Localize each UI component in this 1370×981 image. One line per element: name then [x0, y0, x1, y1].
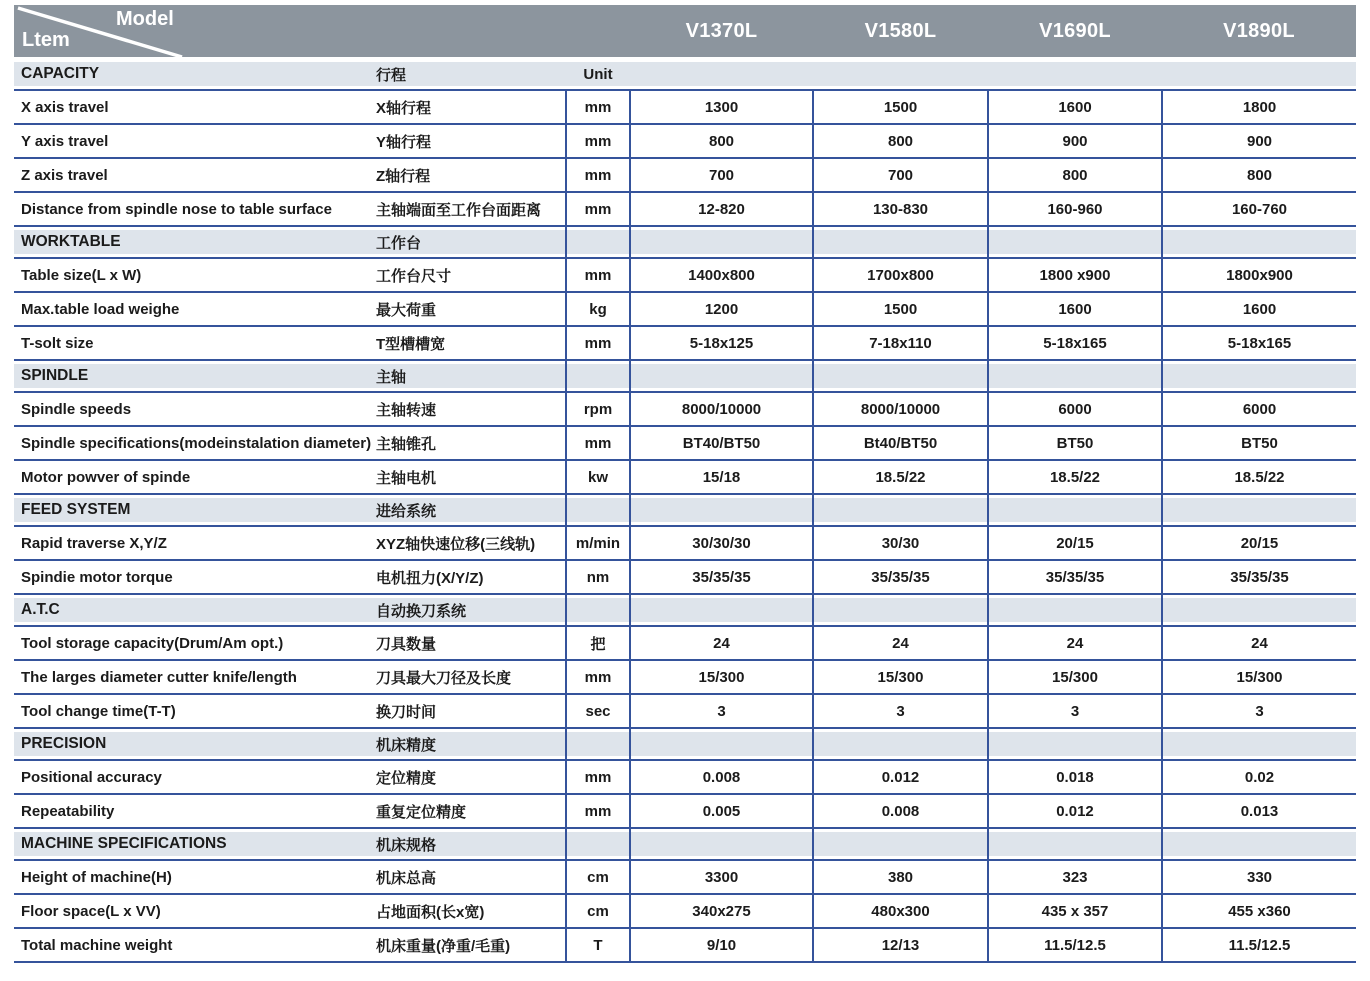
spec-value-model-2: 35/35/35 [813, 560, 988, 594]
spec-value-model-2: 15/300 [813, 660, 988, 694]
section-row-precision [14, 728, 1356, 760]
spec-name-zh: 主轴端面至工作台面距离 [376, 192, 566, 226]
spec-name-en: The larges diameter cutter knife/length [14, 660, 376, 694]
spec-value-model-1: 24 [630, 626, 813, 660]
section-spacer-cell [1162, 594, 1356, 626]
spec-value-model-3: 0.012 [988, 794, 1162, 828]
spec-row [14, 192, 1356, 226]
spec-name-zh: 电机扭力(X/Y/Z) [376, 560, 566, 594]
spec-name-zh: XYZ轴快速位移(三线轨) [376, 526, 566, 560]
spec-name-en: Max.table load weighe [14, 292, 376, 326]
spec-name-zh: 工作台尺寸 [376, 258, 566, 292]
spec-value-model-1: 1300 [630, 90, 813, 124]
spec-name-zh: 主轴锥孔 [376, 426, 566, 460]
spec-row [14, 158, 1356, 192]
spec-name-zh: 机床重量(净重/毛重) [376, 928, 566, 962]
spec-name-zh: T型槽槽宽 [376, 326, 566, 360]
spec-unit: mm [566, 660, 630, 694]
spec-name-en: X axis travel [14, 90, 376, 124]
spec-row [14, 460, 1356, 494]
spec-name-en: Floor space(L x VV) [14, 894, 376, 928]
spec-name-zh: 刀具数量 [376, 626, 566, 660]
section-row-a-t-c [14, 594, 1356, 626]
spec-unit: mm [566, 794, 630, 828]
spec-row [14, 526, 1356, 560]
spec-unit: kw [566, 460, 630, 494]
spec-name-en: T-solt size [14, 326, 376, 360]
spec-value-model-4: BT50 [1162, 426, 1356, 460]
spec-value-model-3: 1800 x900 [988, 258, 1162, 292]
spec-value-model-3: 11.5/12.5 [988, 928, 1162, 962]
spec-row [14, 258, 1356, 292]
section-title-zh: 机床规格 [376, 828, 566, 860]
section-spacer-cell [988, 58, 1162, 90]
spec-value-model-1: 1200 [630, 292, 813, 326]
spec-value-model-4: 1800 [1162, 90, 1356, 124]
spec-value-model-2: 24 [813, 626, 988, 660]
unit-column-header: Unit [566, 58, 630, 90]
section-unit-spacer [566, 360, 630, 392]
corner-cell [14, 5, 630, 58]
spec-value-model-3: 0.018 [988, 760, 1162, 794]
spec-value-model-2: 18.5/22 [813, 460, 988, 494]
spec-value-model-4: 160-760 [1162, 192, 1356, 226]
section-spacer-cell [1162, 58, 1356, 90]
spec-unit: mm [566, 326, 630, 360]
spec-value-model-3: 323 [988, 860, 1162, 894]
spec-row [14, 928, 1356, 962]
spec-value-model-3: 20/15 [988, 526, 1162, 560]
spec-name-zh: 最大荷重 [376, 292, 566, 326]
spec-value-model-3: 435 x 357 [988, 894, 1162, 928]
spec-unit: sec [566, 694, 630, 728]
section-title-en: WORKTABLE [14, 226, 376, 258]
spec-name-zh: Z轴行程 [376, 158, 566, 192]
spec-value-model-4: 6000 [1162, 392, 1356, 426]
spec-value-model-4: 11.5/12.5 [1162, 928, 1356, 962]
spec-value-model-3: 3 [988, 694, 1162, 728]
spec-row [14, 894, 1356, 928]
spec-value-model-2: 700 [813, 158, 988, 192]
spec-row [14, 794, 1356, 828]
spec-value-model-1: 15/300 [630, 660, 813, 694]
spec-row [14, 124, 1356, 158]
spec-value-model-4: 18.5/22 [1162, 460, 1356, 494]
spec-unit: rpm [566, 392, 630, 426]
spec-unit: m/min [566, 526, 630, 560]
spec-table [14, 5, 1356, 963]
spec-unit: mm [566, 258, 630, 292]
section-title-zh: 自动换刀系统 [376, 594, 566, 626]
section-title-zh: 工作台 [376, 226, 566, 258]
section-spacer-cell [1162, 828, 1356, 860]
spec-name-en: Tool storage capacity(Drum/Am opt.) [14, 626, 376, 660]
spec-row [14, 326, 1356, 360]
spec-value-model-4: 5-18x165 [1162, 326, 1356, 360]
section-unit-spacer [566, 594, 630, 626]
spec-value-model-3: 160-960 [988, 192, 1162, 226]
spec-name-zh: 定位精度 [376, 760, 566, 794]
spec-value-model-4: 15/300 [1162, 660, 1356, 694]
spec-name-en: Spindle specifications(modeinstalation diameter) [14, 426, 376, 460]
section-spacer-cell [630, 728, 813, 760]
spec-unit: mm [566, 426, 630, 460]
spec-name-en: Height of machine(H) [14, 860, 376, 894]
spec-name-zh: 换刀时间 [376, 694, 566, 728]
spec-value-model-2: 0.008 [813, 794, 988, 828]
section-title-zh: 行程 [376, 58, 566, 90]
section-title-zh: 进给系统 [376, 494, 566, 526]
section-title-zh: 主轴 [376, 360, 566, 392]
section-spacer-cell [813, 728, 988, 760]
spec-value-model-2: 30/30 [813, 526, 988, 560]
spec-unit: nm [566, 560, 630, 594]
spec-value-model-2: 380 [813, 860, 988, 894]
spec-value-model-3: BT50 [988, 426, 1162, 460]
spec-name-en: Spindle speeds [14, 392, 376, 426]
section-spacer-cell [630, 494, 813, 526]
spec-value-model-2: 0.012 [813, 760, 988, 794]
spec-value-model-1: 5-18x125 [630, 326, 813, 360]
spec-row [14, 626, 1356, 660]
spec-value-model-2: 1500 [813, 292, 988, 326]
spec-value-model-4: 24 [1162, 626, 1356, 660]
section-title-en: SPINDLE [14, 360, 376, 392]
model-header-row [14, 5, 1356, 58]
spec-unit: kg [566, 292, 630, 326]
spec-name-en: Repeatability [14, 794, 376, 828]
model-col-header-2: V1580L [813, 5, 988, 58]
section-unit-spacer [566, 494, 630, 526]
section-spacer-cell [813, 828, 988, 860]
spec-value-model-3: 1600 [988, 90, 1162, 124]
spec-value-model-3: 1600 [988, 292, 1162, 326]
section-spacer-cell [1162, 226, 1356, 258]
spec-unit: mm [566, 124, 630, 158]
spec-name-zh: 刀具最大刀径及长度 [376, 660, 566, 694]
section-row-spindle [14, 360, 1356, 392]
spec-value-model-1: 700 [630, 158, 813, 192]
spec-row [14, 90, 1356, 124]
spec-value-model-3: 15/300 [988, 660, 1162, 694]
spec-name-en: Distance from spindle nose to table surface [14, 192, 376, 226]
spec-row [14, 694, 1356, 728]
spec-name-zh: 重复定位精度 [376, 794, 566, 828]
spec-value-model-3: 5-18x165 [988, 326, 1162, 360]
spec-row [14, 860, 1356, 894]
section-spacer-cell [630, 58, 813, 90]
spec-value-model-1: 3 [630, 694, 813, 728]
spec-row [14, 560, 1356, 594]
spec-value-model-1: 800 [630, 124, 813, 158]
spec-name-en: Total machine weight [14, 928, 376, 962]
spec-value-model-4: 0.02 [1162, 760, 1356, 794]
spec-unit: mm [566, 90, 630, 124]
section-spacer-cell [813, 494, 988, 526]
section-spacer-cell [630, 594, 813, 626]
spec-value-model-3: 18.5/22 [988, 460, 1162, 494]
model-col-header-3: V1690L [988, 5, 1162, 58]
spec-name-zh: 机床总高 [376, 860, 566, 894]
spec-name-en: Spindie motor torque [14, 560, 376, 594]
spec-name-en: Rapid traverse X,Y/Z [14, 526, 376, 560]
spec-value-model-4: 0.013 [1162, 794, 1356, 828]
spec-row [14, 660, 1356, 694]
spec-value-model-4: 35/35/35 [1162, 560, 1356, 594]
section-spacer-cell [988, 728, 1162, 760]
spec-value-model-2: 1700x800 [813, 258, 988, 292]
spec-name-en: Table size(L x W) [14, 258, 376, 292]
section-unit-spacer [566, 828, 630, 860]
spec-value-model-4: 455 x360 [1162, 894, 1356, 928]
spec-value-model-1: 1400x800 [630, 258, 813, 292]
section-spacer-cell [988, 594, 1162, 626]
spec-value-model-2: Bt40/BT50 [813, 426, 988, 460]
section-spacer-cell [1162, 360, 1356, 392]
spec-value-model-1: 8000/10000 [630, 392, 813, 426]
spec-name-zh: 占地面积(长x宽) [376, 894, 566, 928]
spec-value-model-1: 35/35/35 [630, 560, 813, 594]
spec-row [14, 426, 1356, 460]
spec-value-model-1: 0.008 [630, 760, 813, 794]
section-spacer-cell [988, 494, 1162, 526]
section-spacer-cell [630, 828, 813, 860]
spec-row [14, 392, 1356, 426]
corner-item-label: Ltem [22, 29, 70, 51]
section-row-machine-specifications [14, 828, 1356, 860]
section-spacer-cell [1162, 494, 1356, 526]
section-spacer-cell [630, 360, 813, 392]
spec-value-model-2: 8000/10000 [813, 392, 988, 426]
section-row-capacity [14, 58, 1356, 90]
spec-value-model-2: 800 [813, 124, 988, 158]
spec-value-model-2: 7-18x110 [813, 326, 988, 360]
spec-name-zh: 主轴转速 [376, 392, 566, 426]
spec-unit: cm [566, 860, 630, 894]
section-spacer-cell [813, 594, 988, 626]
section-spacer-cell [813, 360, 988, 392]
spec-unit: cm [566, 894, 630, 928]
section-spacer-cell [988, 828, 1162, 860]
section-spacer-cell [1162, 728, 1356, 760]
spec-value-model-1: 9/10 [630, 928, 813, 962]
spec-value-model-2: 130-830 [813, 192, 988, 226]
spec-value-model-1: 340x275 [630, 894, 813, 928]
section-title-en: PRECISION [14, 728, 376, 760]
section-unit-spacer [566, 226, 630, 258]
diagonal-divider-line [14, 5, 630, 58]
model-col-header-4: V1890L [1162, 5, 1356, 58]
spec-name-en: Y axis travel [14, 124, 376, 158]
spec-value-model-2: 3 [813, 694, 988, 728]
spec-unit: mm [566, 760, 630, 794]
spec-value-model-2: 480x300 [813, 894, 988, 928]
spec-name-en: Positional accuracy [14, 760, 376, 794]
spec-unit: 把 [566, 626, 630, 660]
spec-value-model-1: 12-820 [630, 192, 813, 226]
spec-value-model-4: 3 [1162, 694, 1356, 728]
spec-value-model-2: 12/13 [813, 928, 988, 962]
section-title-en: FEED SYSTEM [14, 494, 376, 526]
section-spacer-cell [988, 226, 1162, 258]
spec-value-model-2: 1500 [813, 90, 988, 124]
spec-unit: T [566, 928, 630, 962]
spec-value-model-3: 35/35/35 [988, 560, 1162, 594]
spec-value-model-1: 0.005 [630, 794, 813, 828]
section-spacer-cell [988, 360, 1162, 392]
section-unit-spacer [566, 728, 630, 760]
spec-value-model-4: 900 [1162, 124, 1356, 158]
spec-value-model-1: 30/30/30 [630, 526, 813, 560]
spec-unit: mm [566, 158, 630, 192]
section-title-zh: 机床精度 [376, 728, 566, 760]
section-spacer-cell [813, 226, 988, 258]
spec-value-model-1: 15/18 [630, 460, 813, 494]
corner-model-label: Model [116, 8, 174, 30]
spec-value-model-4: 800 [1162, 158, 1356, 192]
spec-name-en: Tool change time(T-T) [14, 694, 376, 728]
spec-value-model-3: 900 [988, 124, 1162, 158]
section-spacer-cell [813, 58, 988, 90]
spec-unit: mm [566, 192, 630, 226]
model-col-header-1: V1370L [630, 5, 813, 58]
spec-row [14, 760, 1356, 794]
spec-value-model-4: 330 [1162, 860, 1356, 894]
spec-value-model-1: 3300 [630, 860, 813, 894]
spec-value-model-3: 800 [988, 158, 1162, 192]
spec-value-model-3: 6000 [988, 392, 1162, 426]
spec-value-model-4: 1800x900 [1162, 258, 1356, 292]
section-spacer-cell [630, 226, 813, 258]
section-row-feed-system [14, 494, 1356, 526]
spec-value-model-4: 20/15 [1162, 526, 1356, 560]
spec-name-zh: Y轴行程 [376, 124, 566, 158]
spec-name-en: Z axis travel [14, 158, 376, 192]
spec-name-zh: X轴行程 [376, 90, 566, 124]
spec-value-model-4: 1600 [1162, 292, 1356, 326]
spec-value-model-1: BT40/BT50 [630, 426, 813, 460]
section-title-en: A.T.C [14, 594, 376, 626]
section-row-worktable [14, 226, 1356, 258]
spec-value-model-3: 24 [988, 626, 1162, 660]
section-title-en: MACHINE SPECIFICATIONS [14, 828, 376, 860]
section-title-en: CAPACITY [14, 58, 376, 90]
spec-name-zh: 主轴电机 [376, 460, 566, 494]
spec-row [14, 292, 1356, 326]
spec-name-en: Motor powver of spinde [14, 460, 376, 494]
spec-table-body [14, 58, 1356, 962]
